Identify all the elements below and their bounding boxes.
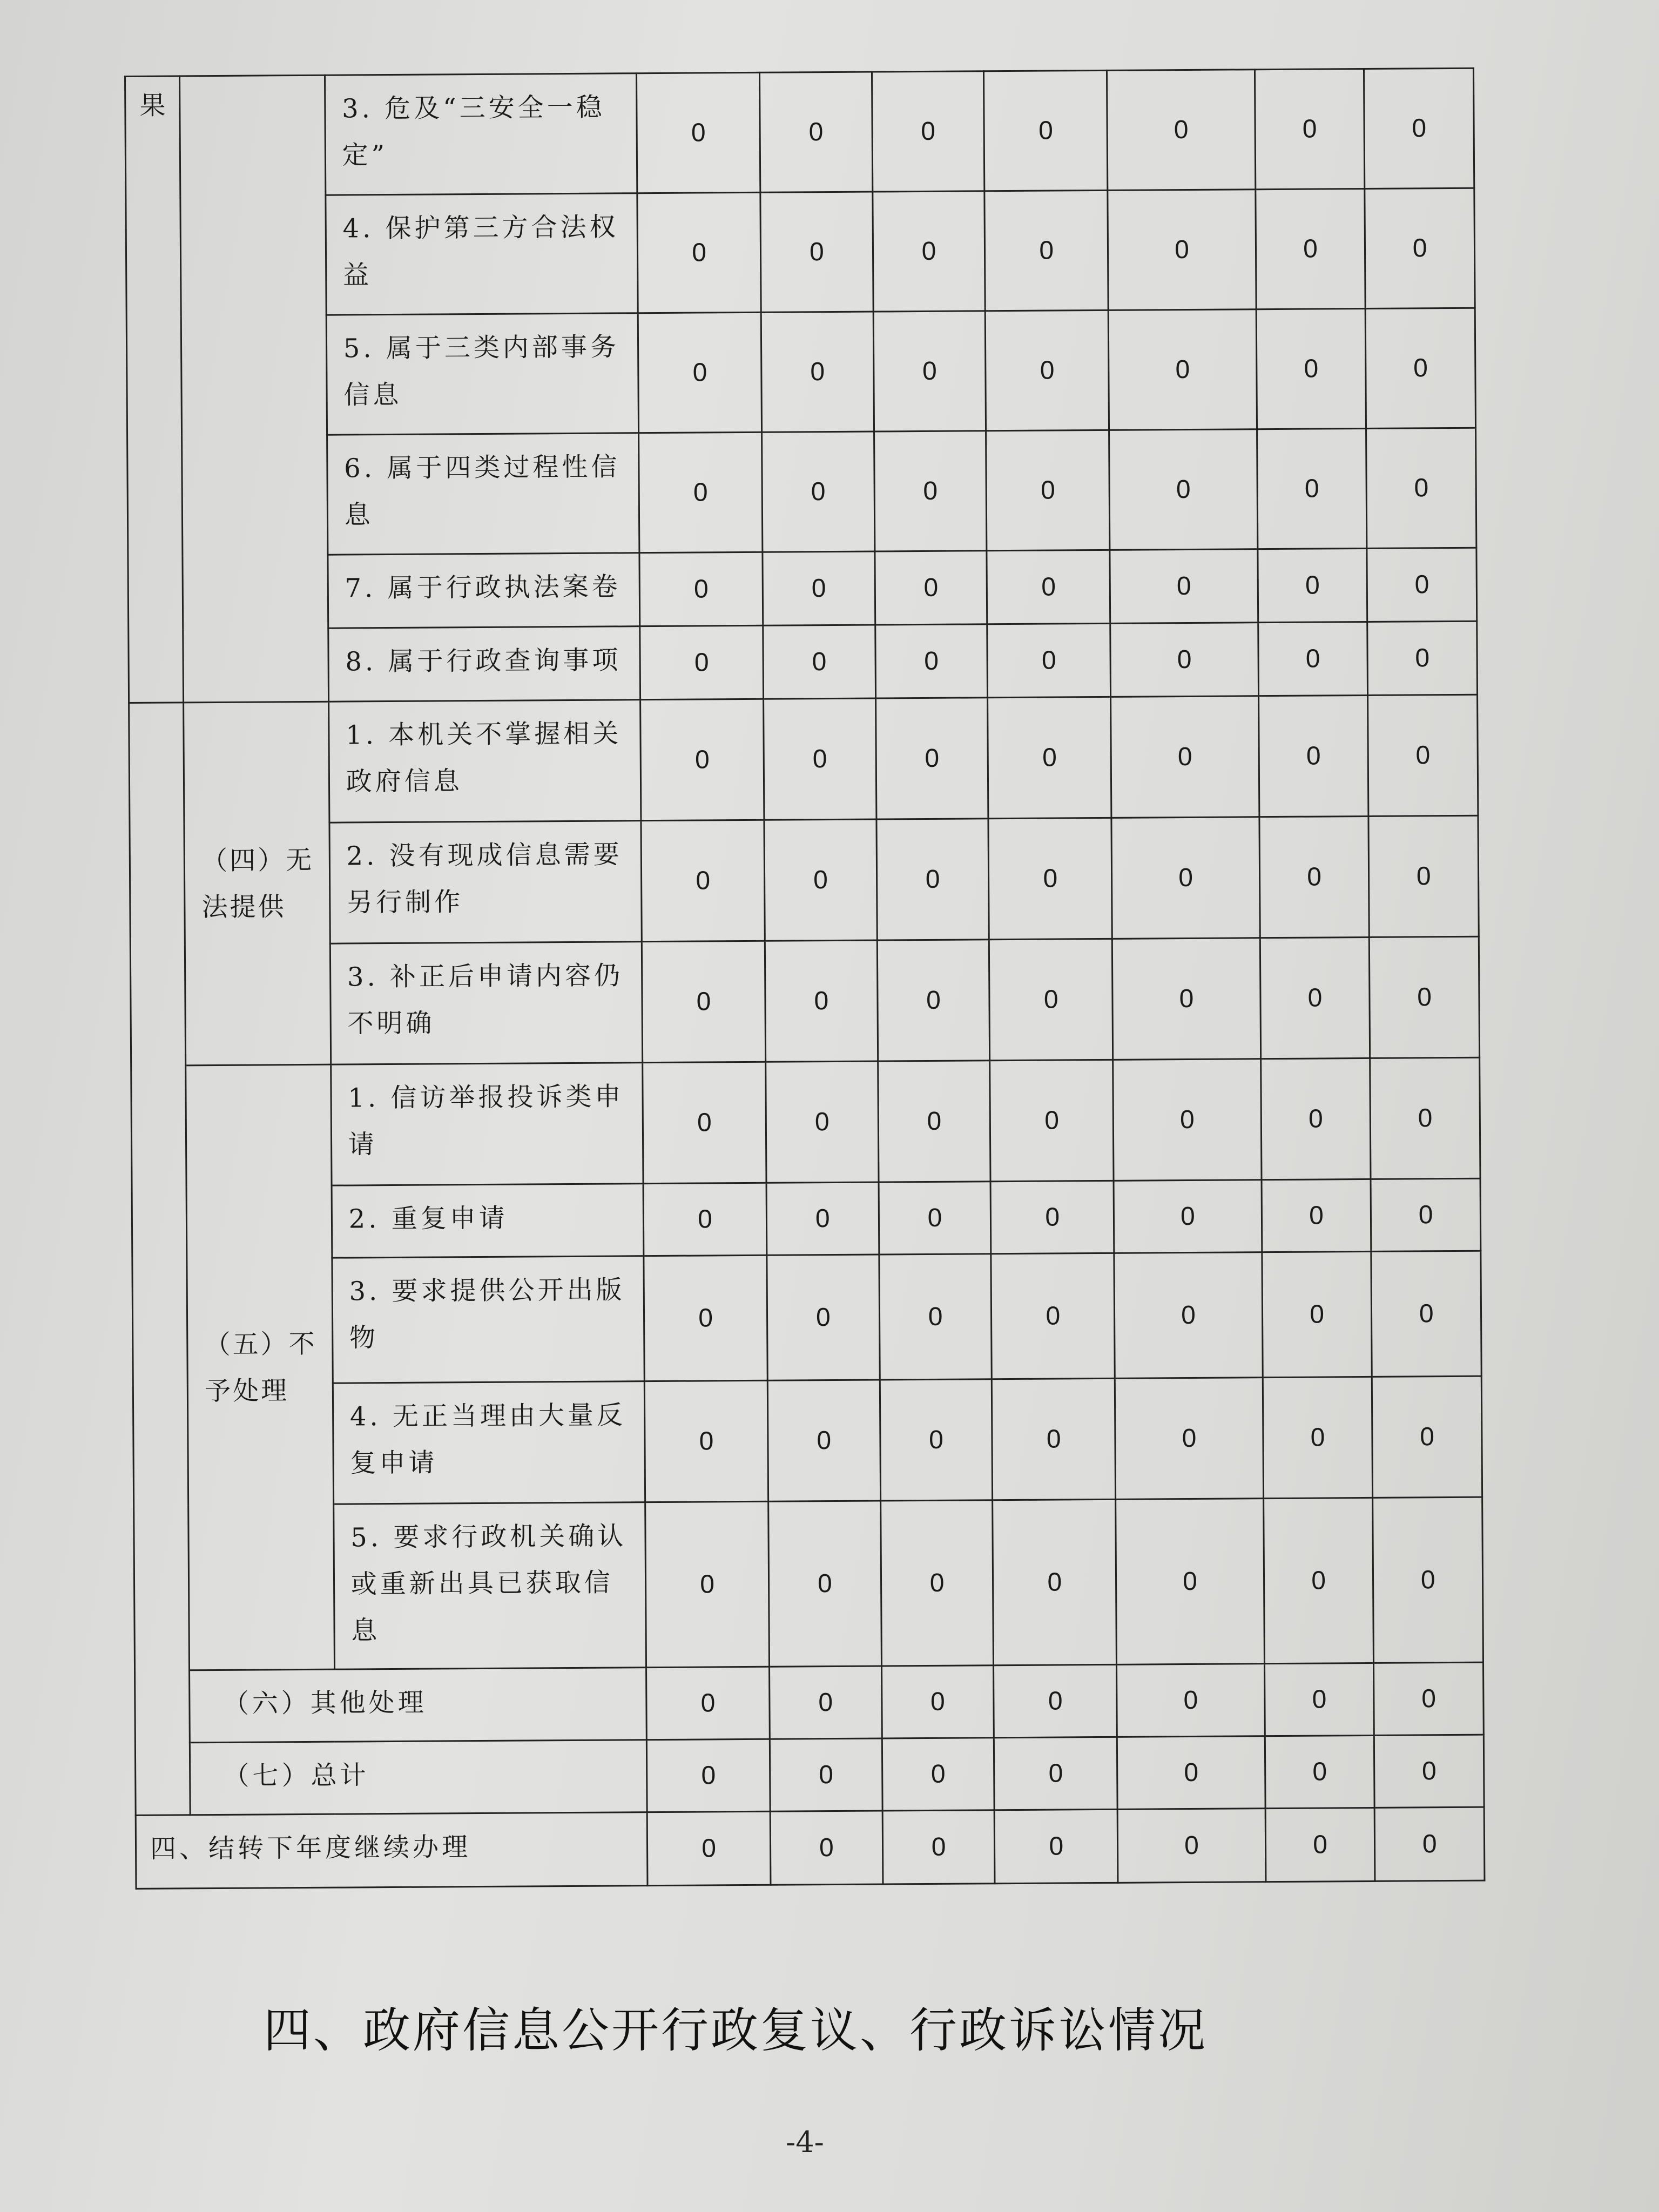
cell-value: 0 [1265, 1808, 1375, 1881]
cell-value: 0 [1258, 622, 1367, 696]
cell-value: 0 [1107, 70, 1256, 191]
cell-value: 0 [993, 1499, 1117, 1665]
table-row [126, 188, 1475, 316]
cell-value: 0 [764, 698, 876, 820]
table-row [125, 68, 1474, 196]
cell-value: 0 [881, 1665, 994, 1738]
cell-value: 0 [644, 1255, 767, 1381]
cell-value: 0 [646, 1667, 770, 1739]
cell-value: 0 [879, 1254, 992, 1380]
cell-value: 0 [1260, 937, 1370, 1058]
cell-value: 0 [1256, 308, 1366, 429]
table-row [131, 1057, 1480, 1186]
cell-value: 0 [987, 550, 1110, 624]
cell-value: 0 [875, 551, 987, 625]
cell-value: 0 [986, 310, 1109, 430]
cell-value: 0 [990, 1181, 1114, 1253]
table-row [132, 1178, 1481, 1259]
cell-value: 0 [873, 311, 986, 431]
row-label-carryover: 四、结转下年度继续办理 [136, 1812, 648, 1889]
cell-value: 0 [1108, 309, 1257, 430]
cell-value: 0 [647, 1811, 771, 1885]
cell-value: 0 [1371, 1251, 1481, 1377]
empty-subgroup-cell [180, 75, 329, 703]
cell-value: 0 [639, 552, 763, 626]
cell-value: 0 [640, 699, 764, 820]
row-label: 3. 补正后申请内容仍不明确 [330, 942, 643, 1065]
cell-value: 0 [770, 1738, 882, 1811]
cell-value: 0 [1117, 1809, 1265, 1883]
row-label: 1. 本机关不掌握相关政府信息 [328, 700, 641, 823]
cell-value: 0 [990, 1060, 1114, 1181]
page-number: -4- [786, 2125, 824, 2159]
cell-value: 0 [1367, 621, 1477, 695]
cell-value: 0 [880, 1500, 994, 1666]
cell-value: 0 [986, 430, 1110, 550]
cell-value: 0 [1374, 1662, 1483, 1735]
cell-value: 0 [767, 1380, 880, 1501]
cell-value: 0 [766, 1182, 879, 1255]
row-label: 6. 属于四类过程性信息 [327, 433, 639, 555]
cell-value: 0 [640, 625, 764, 699]
cell-value: 0 [1115, 1378, 1264, 1500]
cell-value: 0 [1262, 1179, 1371, 1252]
cell-value: 0 [1370, 936, 1480, 1058]
row-label: 3. 要求提供公开出版物 [332, 1256, 645, 1384]
table-body [125, 68, 1485, 1889]
cell-value: 0 [991, 1253, 1115, 1379]
group-label-unable-to-provide: （四）无法提供 [184, 702, 331, 1065]
table-row [132, 1251, 1481, 1384]
cell-value: 0 [764, 819, 877, 941]
table-row [134, 1497, 1483, 1670]
cell-value: 0 [763, 551, 875, 625]
cell-value: 0 [882, 1738, 994, 1811]
cell-value: 0 [637, 192, 761, 313]
row-label: 8. 属于行政查询事项 [328, 626, 640, 702]
cell-value: 0 [1368, 815, 1479, 937]
table-row [135, 1662, 1484, 1743]
cell-value: 0 [639, 432, 763, 552]
cell-value: 0 [1117, 1664, 1265, 1737]
cell-value: 0 [1364, 68, 1474, 188]
cell-value: 0 [1117, 1736, 1265, 1810]
cell-value: 0 [984, 190, 1108, 311]
cell-value: 0 [988, 818, 1112, 939]
section-heading: 四、政府信息公开行政复议、行政诉讼情况 [264, 2002, 1208, 2058]
cell-value: 0 [875, 698, 988, 819]
row-label: 1. 信访举报投诉类申请 [331, 1063, 643, 1186]
cell-value: 0 [770, 1811, 882, 1885]
cell-value: 0 [992, 1378, 1116, 1500]
cell-value: 0 [1109, 429, 1258, 550]
row-label-other: （六）其他处理 [190, 1668, 647, 1743]
cell-value: 0 [1116, 1499, 1264, 1665]
cell-value: 0 [645, 1501, 770, 1667]
cell-value: 0 [988, 697, 1111, 818]
table-row [130, 936, 1479, 1065]
cell-value: 0 [1366, 428, 1476, 548]
cell-value: 0 [1366, 308, 1476, 428]
cell-value: 0 [761, 312, 874, 432]
table-row [133, 1376, 1482, 1505]
cell-value: 0 [882, 1810, 995, 1884]
result-group-label: 果 [125, 76, 184, 703]
cell-value: 0 [760, 192, 873, 312]
table-row [135, 1735, 1484, 1815]
cell-value: 0 [643, 1183, 767, 1256]
cell-value: 0 [1265, 1735, 1374, 1808]
cell-value: 0 [767, 1255, 880, 1380]
cell-value: 0 [1263, 1377, 1373, 1498]
cell-value: 0 [876, 819, 989, 940]
cell-value: 0 [1264, 1663, 1374, 1736]
cell-value: 0 [760, 72, 873, 192]
cell-value: 0 [994, 1737, 1118, 1810]
cell-value: 0 [1371, 1178, 1480, 1251]
cell-value: 0 [877, 940, 990, 1061]
cell-value: 0 [1255, 69, 1365, 189]
result-group-continuation [129, 703, 191, 1816]
cell-value: 0 [1368, 694, 1478, 816]
row-label: 3. 危及“三安全一稳定” [325, 73, 637, 195]
cell-value: 0 [1374, 1735, 1484, 1808]
row-label: 5. 要求行政机关确认或重新出具已获取信息 [333, 1502, 646, 1670]
cell-value: 0 [1262, 1251, 1372, 1377]
cell-value: 0 [763, 625, 875, 699]
cell-value: 0 [873, 191, 986, 312]
cell-value: 0 [1258, 548, 1367, 622]
cell-value: 0 [872, 71, 984, 192]
cell-value: 0 [1112, 938, 1261, 1060]
cell-value: 0 [1259, 816, 1370, 938]
cell-value: 0 [643, 1062, 766, 1183]
cell-value: 0 [1108, 190, 1256, 311]
cell-value: 0 [1260, 1058, 1371, 1179]
row-label: 4. 无正当理由大量反复申请 [333, 1381, 645, 1505]
cell-value: 0 [1367, 548, 1476, 622]
cell-value: 0 [1111, 817, 1260, 939]
table-row [127, 428, 1476, 556]
cell-value: 0 [1370, 1057, 1480, 1179]
cell-value: 0 [1114, 1180, 1262, 1253]
statistics-table [124, 68, 1485, 1890]
cell-value: 0 [1263, 1498, 1373, 1663]
row-label-total: （七）总计 [190, 1740, 648, 1815]
row-label: 2. 重复申请 [332, 1184, 644, 1258]
cell-value: 0 [766, 1061, 879, 1183]
row-label: 7. 属于行政执法案卷 [328, 553, 640, 629]
row-label: 4. 保护第三方合法权益 [326, 193, 638, 315]
cell-value: 0 [644, 1380, 768, 1502]
cell-value: 0 [878, 1061, 990, 1182]
cell-value: 0 [765, 940, 878, 1062]
row-label: 2. 没有现成信息需要另行制作 [329, 821, 642, 944]
cell-value: 0 [1114, 1252, 1263, 1379]
cell-value: 0 [1374, 1807, 1484, 1881]
cell-value: 0 [762, 431, 875, 552]
cell-value: 0 [1365, 188, 1475, 308]
cell-value: 0 [1373, 1497, 1483, 1663]
table-row [130, 815, 1479, 945]
cell-value: 0 [638, 312, 761, 433]
table-row [129, 694, 1478, 824]
cell-value: 0 [874, 431, 987, 551]
cell-value: 0 [1256, 188, 1366, 309]
cell-value: 0 [1113, 1059, 1262, 1181]
cell-value: 0 [637, 72, 760, 193]
table-row [136, 1807, 1485, 1889]
cell-value: 0 [646, 1739, 770, 1812]
cell-value: 0 [994, 1664, 1117, 1737]
cell-value: 0 [989, 939, 1113, 1060]
cell-value: 0 [987, 623, 1111, 697]
table-row [128, 548, 1477, 629]
cell-value: 0 [879, 1182, 991, 1255]
row-label: 5. 属于三类内部事务信息 [326, 313, 639, 435]
table-row [129, 621, 1478, 703]
cell-value: 0 [875, 624, 987, 698]
cell-value: 0 [994, 1809, 1118, 1883]
cell-value: 0 [1372, 1376, 1482, 1498]
group-label-not-processed: （五）不予处理 [186, 1064, 334, 1670]
cell-value: 0 [1110, 623, 1258, 697]
table-row [126, 308, 1475, 436]
cell-value: 0 [880, 1379, 993, 1501]
cell-value: 0 [1257, 428, 1367, 549]
cell-value: 0 [984, 70, 1108, 191]
cell-value: 0 [1111, 696, 1259, 818]
cell-value: 0 [642, 941, 765, 1062]
cell-value: 0 [641, 820, 765, 941]
cell-value: 0 [768, 1501, 882, 1667]
cell-value: 0 [1258, 695, 1368, 817]
cell-value: 0 [1110, 549, 1258, 624]
cell-value: 0 [770, 1666, 882, 1739]
